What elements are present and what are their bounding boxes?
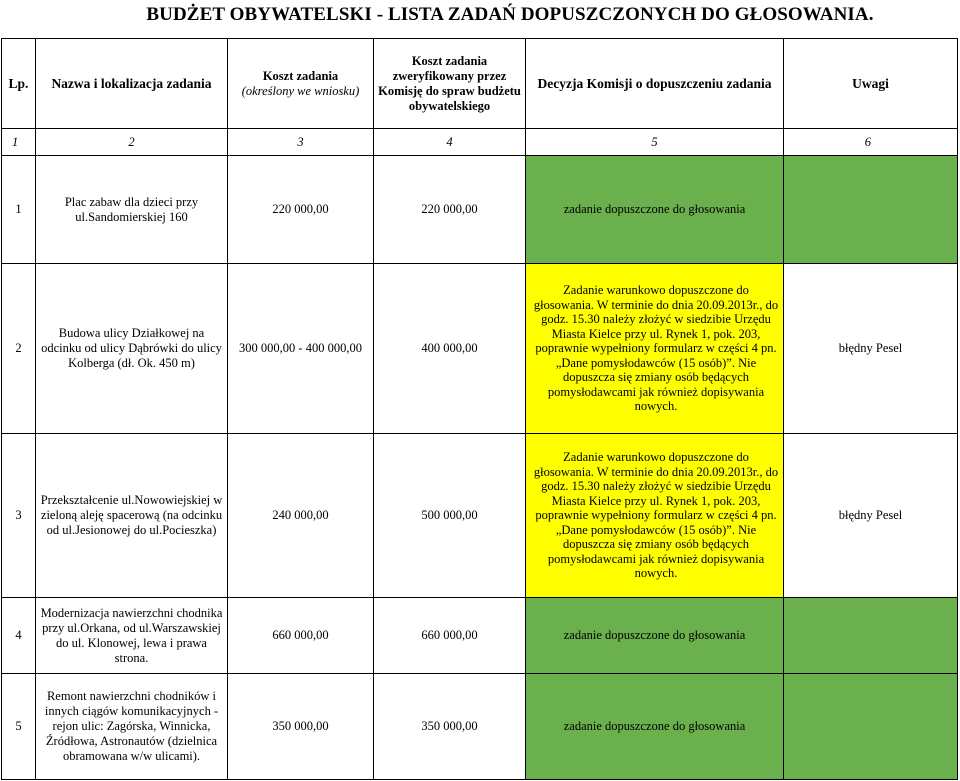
row-lp: 3 [2, 434, 36, 598]
row-name: Remont nawierzchni chodników i innych ciągów komunikacyjnych - rejon ulic: Zagórska, Winnicka, Źródłowa, Astronautów (dzielnica obramowana w/w ulicami). [36, 674, 228, 780]
row-notes [784, 156, 958, 264]
row-name: Modernizacja nawierzchni chodnika przy ul.Orkana, od ul.Warszawskiej do ul. Klonowej, lewa i prawa strona. [36, 598, 228, 674]
row-notes [784, 598, 958, 674]
page-title: BUDŻET OBYWATELSKI - LISTA ZADAŃ DOPUSZCZONYCH DO GŁOSOWANIA. [146, 4, 874, 25]
row-notes: błędny Pesel [784, 434, 958, 598]
table-row [2, 434, 958, 598]
row-cost: 220 000,00 [228, 156, 374, 264]
header-decision: Decyzja Komisji o dopuszczeniu zadania [526, 39, 784, 129]
row-decision: Zadanie warunkowo dopuszczone do głosowania. W terminie do dnia 20.09.2013r., do godz. 15.30 należy złożyć w siedzibie Urzędu Miasta Kielce przy ul. Rynek 1, pok. 203, poprawnie wypełniony formularz w części 4 pn. „Dane pomysłodawców (15 osób)”. Nie dopuszcza się zmiany osób będących pomysłodawcami jak również dopisywania nowych. [526, 264, 784, 434]
row-decision: zadanie dopuszczone do głosowania [526, 598, 784, 674]
row-decision: zadanie dopuszczone do głosowania [526, 674, 784, 780]
header-cost-sub: (określony we wniosku) [241, 83, 360, 98]
row-name: Budowa ulicy Działkowej na odcinku od ulicy Dąbrówki do ulicy Kolberga (dł. Ok. 450 m) [36, 264, 228, 434]
table-row [2, 264, 958, 434]
header-cost [228, 39, 374, 129]
table-row [2, 674, 958, 780]
row-cost: 660 000,00 [228, 598, 374, 674]
row-cost: 240 000,00 [228, 434, 374, 598]
table-row [2, 156, 958, 264]
row-verified: 350 000,00 [374, 674, 526, 780]
row-decision: zadanie dopuszczone do głosowania [526, 156, 784, 264]
row-lp: 2 [2, 264, 36, 434]
row-lp: 1 [2, 156, 36, 264]
row-verified: 660 000,00 [374, 598, 526, 674]
column-number: 6 [784, 129, 958, 156]
row-name: Plac zabaw dla dzieci przy ul.Sandomierskiej 160 [36, 156, 228, 264]
row-cost: 350 000,00 [228, 674, 374, 780]
row-lp: 4 [2, 598, 36, 674]
header-cost-main: Koszt zadania [262, 68, 339, 83]
row-decision: Zadanie warunkowo dopuszczone do głosowania. W terminie do dnia 20.09.2013r., do godz. 15.30 należy złożyć w siedzibie Urzędu Miasta Kielce przy ul. Rynek 1, pok. 203, poprawnie wypełniony formularz w części 4 pn. „Dane pomysłodawców (15 osób)”. Nie dopuszcza się zmiany osób będących pomysłodawcami jak również dopisywania nowych. [526, 434, 784, 598]
row-lp: 5 [2, 674, 36, 780]
header-row [2, 39, 958, 129]
row-name: Przekształcenie ul.Nowowiejskiej w zieloną aleję spacerową (na odcinku od ul.Jesionowej do ul.Pocieszka) [36, 434, 228, 598]
table-row [2, 598, 958, 674]
header-name: Nazwa i lokalizacja zadania [36, 39, 228, 129]
header-notes: Uwagi [784, 39, 958, 129]
column-number-row [2, 129, 958, 156]
row-verified: 400 000,00 [374, 264, 526, 434]
header-verified: Koszt zadania zweryfikowany przez Komisję do spraw budżetu obywatelskiego [374, 39, 526, 129]
column-number: 5 [526, 129, 784, 156]
row-cost: 300 000,00 - 400 000,00 [228, 264, 374, 434]
column-number: 4 [374, 129, 526, 156]
row-verified: 500 000,00 [374, 434, 526, 598]
column-number: 1 [2, 129, 36, 156]
column-number: 2 [36, 129, 228, 156]
row-notes: błędny Pesel [784, 264, 958, 434]
column-number: 3 [228, 129, 374, 156]
tasks-table [1, 38, 958, 780]
row-verified: 220 000,00 [374, 156, 526, 264]
row-notes [784, 674, 958, 780]
header-lp: Lp. [2, 39, 36, 129]
